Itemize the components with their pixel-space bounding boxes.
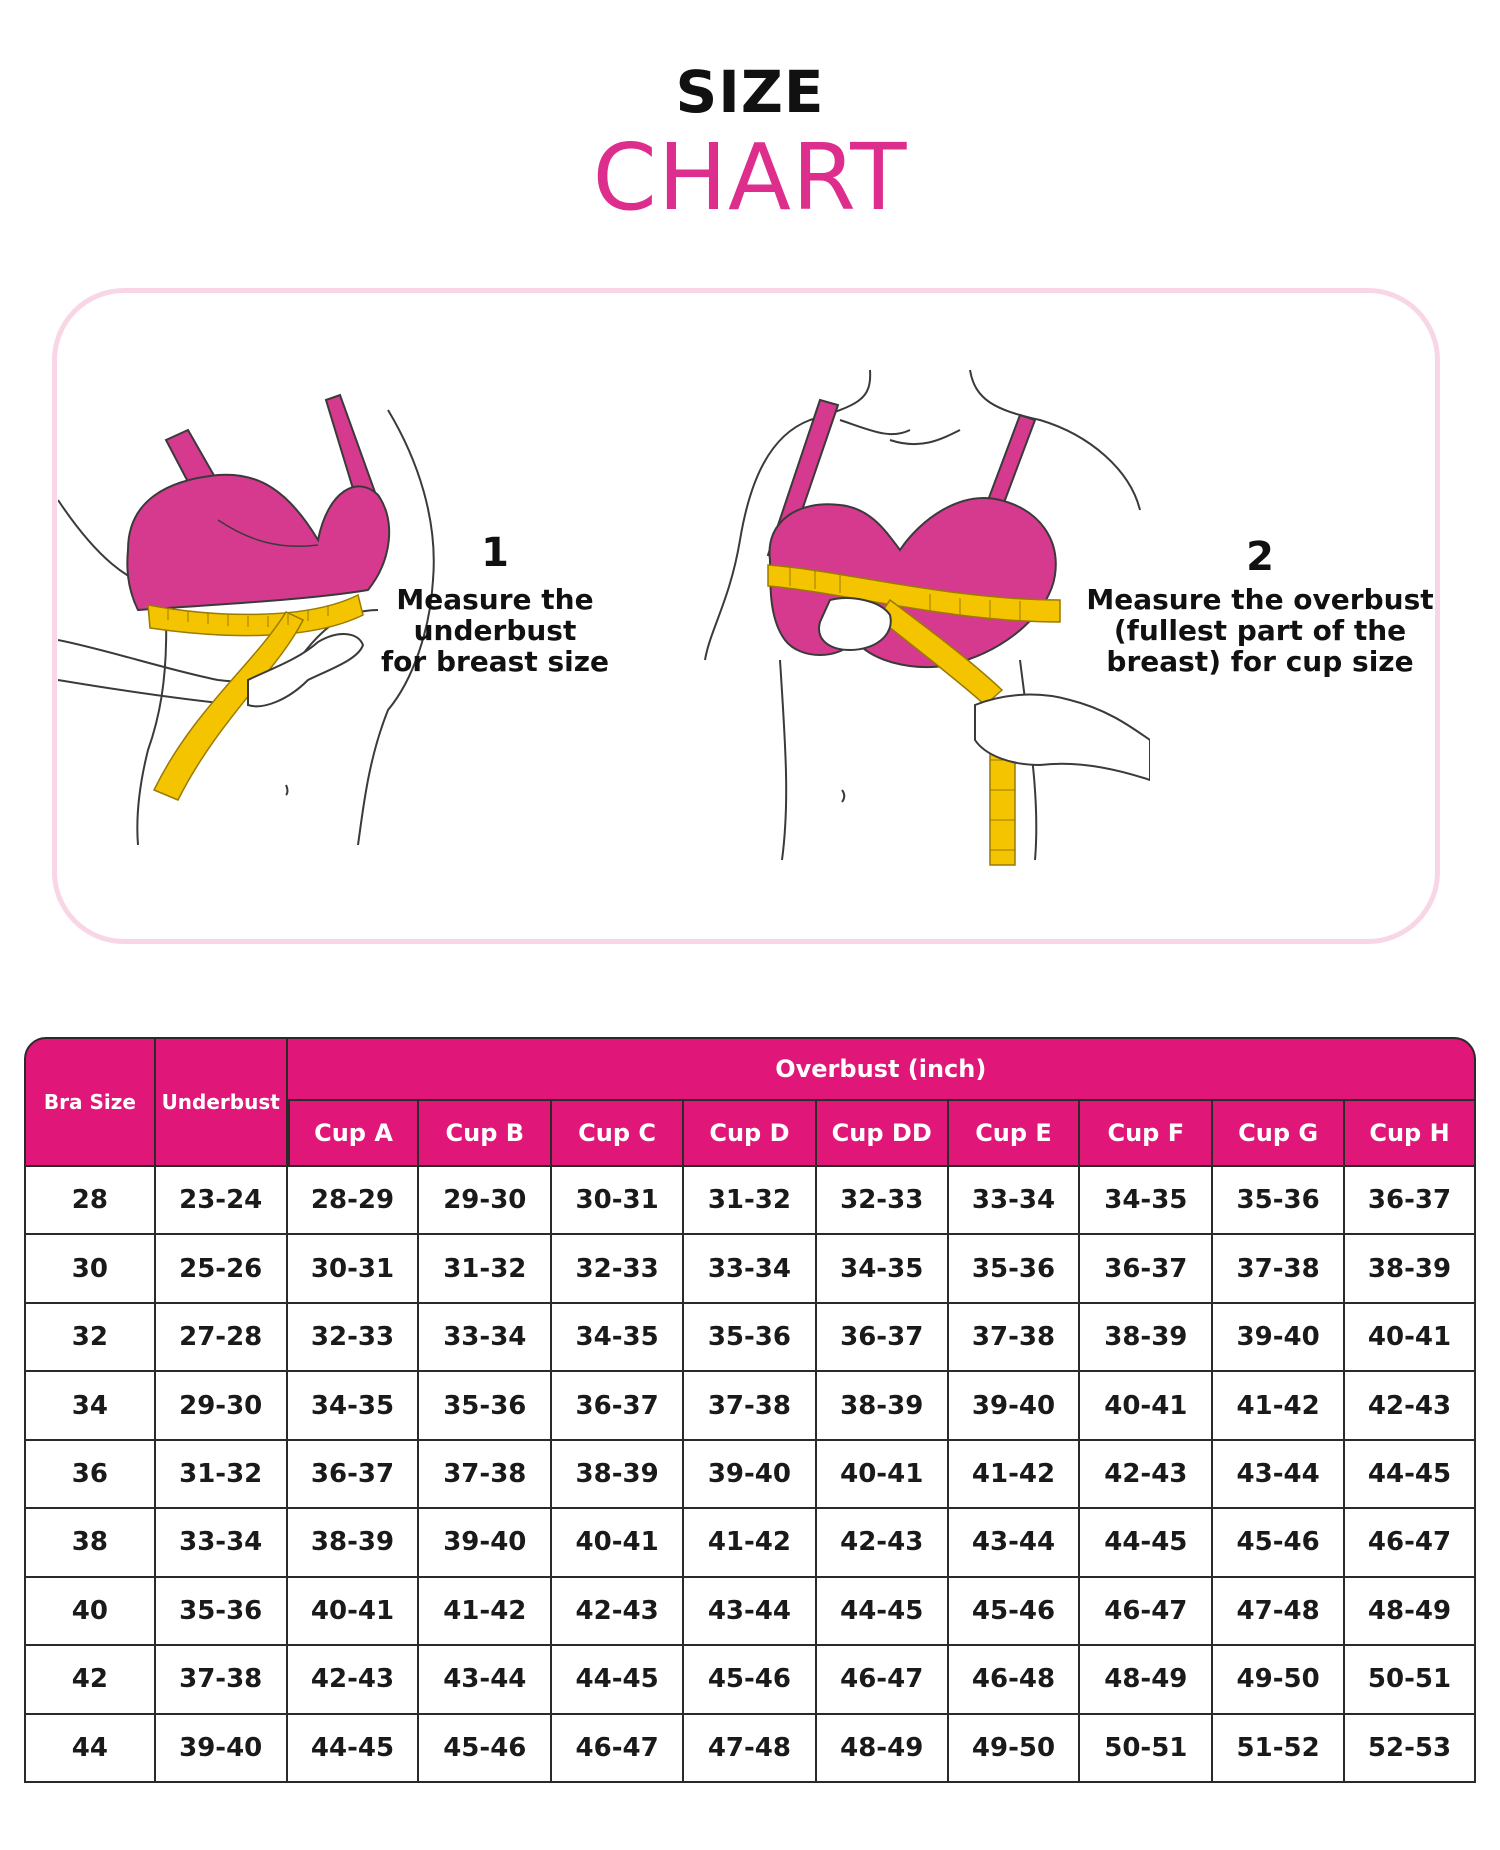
overbust-cell: 44-45	[1345, 1441, 1476, 1509]
step-2-instruction: Measure the overbust (fullest part of the breast) for cup size	[1086, 583, 1434, 678]
overbust-cell: 34-35	[817, 1235, 949, 1303]
overbust-cell: 47-48	[1213, 1578, 1345, 1646]
underbust-cell: 33-34	[156, 1509, 288, 1577]
bra-size-cell: 32	[24, 1304, 156, 1372]
step-2-number: 2	[1246, 534, 1274, 580]
header-cup-dd: Cup DD	[817, 1101, 949, 1167]
title-line-size: SIZE	[675, 58, 825, 126]
overbust-cell: 35-36	[419, 1372, 552, 1440]
underbust-cell: 27-28	[156, 1304, 288, 1372]
overbust-cell: 33-34	[419, 1304, 552, 1372]
overbust-cell: 45-46	[684, 1646, 817, 1714]
overbust-cell: 39-40	[419, 1509, 552, 1577]
overbust-cell: 44-45	[1080, 1509, 1213, 1577]
underbust-cell: 25-26	[156, 1235, 288, 1303]
overbust-cell: 41-42	[419, 1578, 552, 1646]
overbust-cell: 36-37	[552, 1372, 684, 1440]
overbust-cell: 48-49	[817, 1715, 949, 1784]
overbust-cell: 45-46	[419, 1715, 552, 1784]
table-row	[24, 1304, 1476, 1372]
overbust-cell: 37-38	[419, 1441, 552, 1509]
table-row	[24, 1372, 1476, 1440]
header-cup-e: Cup E	[949, 1101, 1081, 1167]
overbust-cell: 51-52	[1213, 1715, 1345, 1784]
overbust-cell: 46-48	[949, 1646, 1081, 1714]
header-cup-c: Cup C	[552, 1101, 684, 1167]
header-underbust: Underbust	[156, 1037, 288, 1167]
bra-cups	[127, 475, 389, 610]
step-1-number: 1	[481, 530, 509, 576]
overbust-cell: 41-42	[684, 1509, 817, 1577]
overbust-cell: 38-39	[817, 1372, 949, 1440]
overbust-cell: 43-44	[949, 1509, 1081, 1577]
underbust-cell: 35-36	[156, 1578, 288, 1646]
overbust-cell: 38-39	[1345, 1235, 1476, 1303]
bra-size-cell: 28	[24, 1167, 156, 1235]
bra-size-cell: 38	[24, 1509, 156, 1577]
overbust-cell: 44-45	[552, 1646, 684, 1714]
overbust-cell: 45-46	[1213, 1509, 1345, 1577]
overbust-cell: 47-48	[684, 1715, 817, 1784]
bra-size-cell: 44	[24, 1715, 156, 1784]
bra-size-table	[24, 1037, 1476, 1783]
bra-size-cell: 40	[24, 1578, 156, 1646]
overbust-cell: 38-39	[1080, 1304, 1213, 1372]
overbust-cell: 33-34	[949, 1167, 1081, 1235]
overbust-cell: 42-43	[288, 1646, 420, 1714]
overbust-cell: 30-31	[552, 1167, 684, 1235]
header-cup-d: Cup D	[684, 1101, 817, 1167]
table-row	[24, 1509, 1476, 1577]
overbust-cell: 34-35	[552, 1304, 684, 1372]
underbust-cell: 23-24	[156, 1167, 288, 1235]
size-table-body	[24, 1167, 1476, 1783]
overbust-cell: 36-37	[1080, 1235, 1213, 1303]
bra-size-cell: 42	[24, 1646, 156, 1714]
overbust-cell: 39-40	[949, 1372, 1081, 1440]
title-line-chart: CHART	[592, 124, 908, 231]
header-cup-h: Cup H	[1345, 1101, 1476, 1167]
table-row	[24, 1715, 1476, 1784]
overbust-cell: 35-36	[1213, 1167, 1345, 1235]
overbust-cell: 34-35	[288, 1372, 420, 1440]
overbust-cell: 46-47	[552, 1715, 684, 1784]
underbust-cell: 37-38	[156, 1646, 288, 1714]
overbust-cell: 40-41	[1080, 1372, 1213, 1440]
underbust-cell: 29-30	[156, 1372, 288, 1440]
overbust-cell: 33-34	[684, 1235, 817, 1303]
overbust-cell: 31-32	[419, 1235, 552, 1303]
overbust-cell: 36-37	[1345, 1167, 1476, 1235]
overbust-cell: 28-29	[288, 1167, 420, 1235]
overbust-cell: 43-44	[419, 1646, 552, 1714]
overbust-cell: 36-37	[817, 1304, 949, 1372]
overbust-cell: 35-36	[949, 1235, 1081, 1303]
table-row	[24, 1578, 1476, 1646]
bra-size-cell: 36	[24, 1441, 156, 1509]
overbust-cell: 40-41	[817, 1441, 949, 1509]
overbust-cell: 49-50	[1213, 1646, 1345, 1714]
header-cup-a: Cup A	[288, 1101, 420, 1167]
overbust-cell: 42-43	[552, 1578, 684, 1646]
header-cup-g: Cup G	[1213, 1101, 1345, 1167]
overbust-cell: 43-44	[684, 1578, 817, 1646]
overbust-cell: 42-43	[1080, 1441, 1213, 1509]
overbust-cell: 37-38	[684, 1372, 817, 1440]
overbust-cell: 43-44	[1213, 1441, 1345, 1509]
overbust-cell: 42-43	[817, 1509, 949, 1577]
overbust-cell: 45-46	[949, 1578, 1081, 1646]
overbust-cell: 32-33	[288, 1304, 420, 1372]
table-row	[24, 1646, 1476, 1714]
overbust-cell: 52-53	[1345, 1715, 1476, 1784]
overbust-cell: 32-33	[817, 1167, 949, 1235]
table-row	[24, 1235, 1476, 1303]
header-cup-f: Cup F	[1080, 1101, 1213, 1167]
header-cup-b: Cup B	[419, 1101, 552, 1167]
overbust-cell: 50-51	[1345, 1646, 1476, 1714]
underbust-cell: 31-32	[156, 1441, 288, 1509]
overbust-cell: 46-47	[1080, 1578, 1213, 1646]
bra-size-cell: 30	[24, 1235, 156, 1303]
overbust-cell: 40-41	[288, 1578, 420, 1646]
overbust-cell: 42-43	[1345, 1372, 1476, 1440]
overbust-cell: 41-42	[949, 1441, 1081, 1509]
overbust-cell: 50-51	[1080, 1715, 1213, 1784]
bra-size-cell: 34	[24, 1372, 156, 1440]
overbust-cell: 48-49	[1345, 1578, 1476, 1646]
table-row	[24, 1441, 1476, 1509]
underbust-cell: 39-40	[156, 1715, 288, 1784]
overbust-cell: 44-45	[288, 1715, 420, 1784]
overbust-cell: 35-36	[684, 1304, 817, 1372]
overbust-cell: 31-32	[684, 1167, 817, 1235]
overbust-cell: 30-31	[288, 1235, 420, 1303]
step-1-instruction: Measure the underbust for breast size	[380, 583, 610, 678]
header-overbust: Overbust (inch)	[288, 1037, 1476, 1101]
overbust-cell: 37-38	[949, 1304, 1081, 1372]
overbust-cell: 48-49	[1080, 1646, 1213, 1714]
overbust-cell: 38-39	[288, 1509, 420, 1577]
overbust-cell: 36-37	[288, 1441, 420, 1509]
overbust-cell: 41-42	[1213, 1372, 1345, 1440]
overbust-cell: 40-41	[552, 1509, 684, 1577]
overbust-cell: 34-35	[1080, 1167, 1213, 1235]
overbust-cell: 46-47	[817, 1646, 949, 1714]
overbust-cell: 44-45	[817, 1578, 949, 1646]
overbust-cell: 29-30	[419, 1167, 552, 1235]
overbust-cell: 39-40	[1213, 1304, 1345, 1372]
table-row	[24, 1167, 1476, 1235]
overbust-cell: 39-40	[684, 1441, 817, 1509]
header-bra-size: Bra Size	[24, 1037, 156, 1167]
overbust-cell: 32-33	[552, 1235, 684, 1303]
overbust-cell: 49-50	[949, 1715, 1081, 1784]
overbust-cell: 46-47	[1345, 1509, 1476, 1577]
overbust-cell: 40-41	[1345, 1304, 1476, 1372]
overbust-cell: 38-39	[552, 1441, 684, 1509]
overbust-cell: 37-38	[1213, 1235, 1345, 1303]
